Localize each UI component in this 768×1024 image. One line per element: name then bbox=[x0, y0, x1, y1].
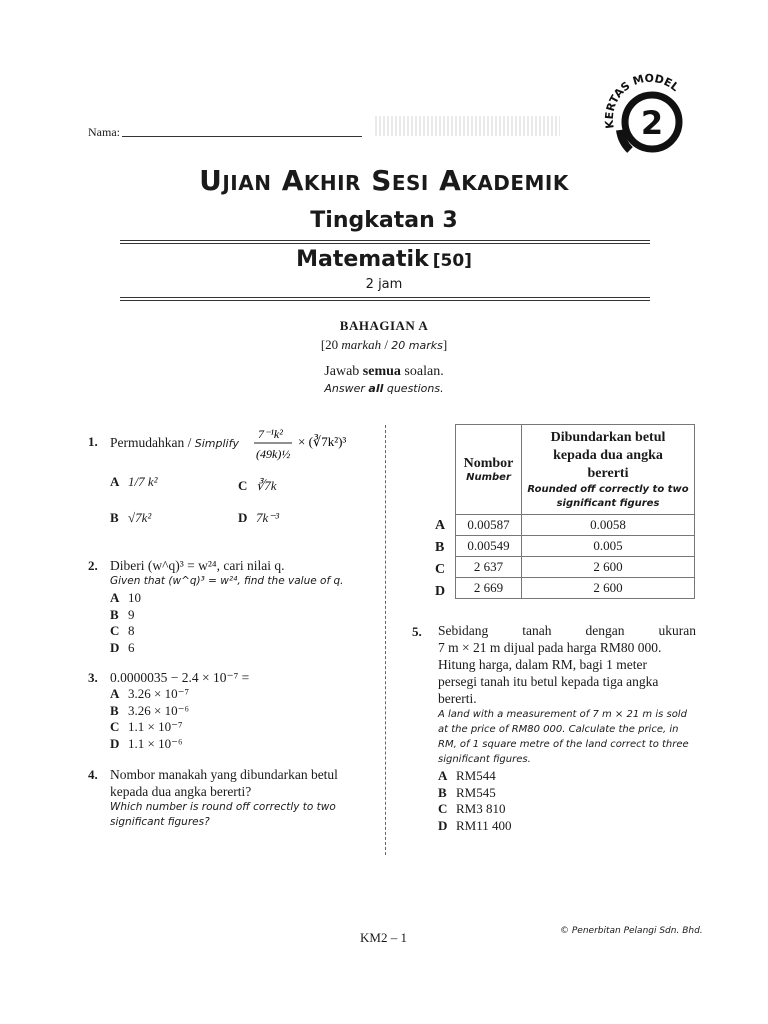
q2-option-c-letter: C bbox=[110, 623, 120, 638]
q1-number: 1. bbox=[88, 434, 98, 449]
table-cell-number: 0.00549 bbox=[456, 536, 522, 557]
q5-options bbox=[438, 768, 512, 834]
q3-option-c[interactable] bbox=[110, 719, 189, 736]
q1-option-b-letter: B bbox=[110, 510, 119, 525]
q3-number: 3. bbox=[88, 670, 98, 685]
table-cell-rounded: 2 600 bbox=[522, 557, 695, 578]
q2-option-b-value: 9 bbox=[128, 606, 135, 622]
q5-option-c-value: RM3 810 bbox=[456, 801, 506, 816]
q1-option-c-letter: C bbox=[238, 478, 248, 493]
q1-option-b-value: √7k² bbox=[128, 510, 152, 525]
q5-text-line3: Hitung harga, dalam RM, bagi 1 meter bbox=[438, 657, 647, 672]
q4-text-en-line2: significant figures? bbox=[110, 816, 210, 828]
q1-text-en: Simplify bbox=[194, 437, 239, 450]
q2-option-b-letter: B bbox=[110, 606, 119, 622]
name-input-line bbox=[122, 136, 362, 137]
subject-code: [50] bbox=[432, 251, 472, 271]
q3-option-d[interactable] bbox=[110, 736, 189, 753]
q5-option-a[interactable] bbox=[438, 768, 512, 785]
col2-ms-line3: bererti bbox=[587, 465, 629, 481]
subject-name: Matematik bbox=[296, 247, 429, 272]
table-cell-number: 2 637 bbox=[456, 557, 522, 578]
scan-artifact bbox=[375, 116, 560, 136]
q5-option-a-value: RM544 bbox=[456, 768, 496, 783]
q5-option-a-letter: A bbox=[438, 768, 448, 783]
q1-option-c[interactable] bbox=[238, 478, 277, 495]
instr-ms-post: soalan. bbox=[400, 364, 444, 379]
q3-option-a-letter: A bbox=[110, 686, 120, 701]
divider-rule bbox=[120, 240, 650, 241]
table-cell-number: 0.00587 bbox=[456, 515, 522, 536]
q2-option-d[interactable] bbox=[110, 640, 141, 657]
page-code: KM2 – 1 bbox=[360, 930, 407, 945]
q1-option-a-letter: A bbox=[110, 474, 120, 489]
divider-rule bbox=[120, 297, 650, 298]
instr-ms-pre: Jawab bbox=[324, 364, 363, 379]
q5-text-line5: bererti. bbox=[438, 691, 477, 706]
q5-option-d[interactable] bbox=[438, 818, 512, 835]
q4-number: 4. bbox=[88, 767, 98, 782]
section-title: BAHAGIAN A bbox=[339, 318, 429, 333]
badge-number: 2 bbox=[640, 104, 664, 142]
q2-option-a-letter: A bbox=[110, 590, 120, 605]
q5-text-line4: persegi tanah itu betul kepada tiga angka bbox=[438, 674, 659, 689]
badge-label: KERTAS MODEL bbox=[602, 71, 682, 130]
q5-option-d-letter: D bbox=[438, 817, 448, 833]
q5-text-en-line2: at the price of RM80 000. Calculate the price, in bbox=[438, 724, 679, 735]
q5-text-en-line1: A land with a measurement of 7 m × 21 m is sold bbox=[438, 709, 687, 720]
table-row[interactable] bbox=[456, 578, 695, 599]
q4-text-line2: kepada dua angka bererti? bbox=[110, 784, 252, 799]
table-cell-rounded: 0.0058 bbox=[522, 515, 695, 536]
q5-option-b-letter: B bbox=[438, 784, 447, 800]
divider-rule bbox=[120, 243, 650, 244]
q4-row-letter-d: D bbox=[435, 584, 446, 599]
q5-option-b-value: RM545 bbox=[456, 784, 496, 800]
q3-option-c-letter: C bbox=[110, 719, 120, 734]
q5-option-c[interactable] bbox=[438, 801, 512, 818]
q5-text-line2: 7 m × 21 m dijual pada harga RM80 000. bbox=[438, 640, 662, 655]
q1-option-a[interactable] bbox=[110, 474, 158, 491]
marks-sep: / bbox=[381, 337, 392, 352]
col1-ms: Nombor bbox=[463, 456, 514, 471]
q5-option-d-value: RM11 400 bbox=[456, 817, 512, 833]
table-cell-rounded: 2 600 bbox=[522, 578, 695, 599]
q2-option-a-value: 10 bbox=[128, 590, 141, 605]
q3-option-c-value: 1.1 × 10⁻⁷ bbox=[128, 719, 183, 734]
q2-option-d-letter: D bbox=[110, 639, 120, 655]
q1-option-c-value: ∛7k bbox=[256, 478, 277, 493]
q4-row-letter-c: C bbox=[435, 562, 446, 577]
q3-option-d-value: 1.1 × 10⁻⁶ bbox=[128, 735, 183, 751]
q3-option-b-letter: B bbox=[110, 702, 119, 718]
q2-option-c-value: 8 bbox=[128, 623, 135, 638]
q1-option-d[interactable] bbox=[238, 510, 279, 527]
q2-option-c[interactable] bbox=[110, 623, 141, 640]
exam-form-level: Tingkatan 3 bbox=[310, 208, 458, 233]
q3-option-b-value: 3.26 × 10⁻⁶ bbox=[128, 702, 189, 718]
section-marks bbox=[0, 337, 768, 353]
table-cell-rounded: 0.005 bbox=[522, 536, 695, 557]
q2-option-b[interactable] bbox=[110, 607, 141, 624]
q2-text-en: Given that (w^q)³ = w²⁴, find the value of q. bbox=[110, 575, 344, 587]
q1-expression bbox=[248, 422, 358, 468]
q4-row-letter-b: B bbox=[435, 540, 445, 555]
q3-option-b[interactable] bbox=[110, 703, 189, 720]
q2-number: 2. bbox=[88, 558, 98, 573]
q1-option-a-value: 1/7 k² bbox=[128, 474, 158, 489]
q5-option-b[interactable] bbox=[438, 785, 512, 802]
q4-text-line1: Nombor manakah yang dibundarkan betul bbox=[110, 767, 338, 782]
q1-option-d-letter: D bbox=[238, 510, 248, 525]
divider-rule bbox=[120, 300, 650, 301]
q3-option-d-letter: D bbox=[110, 735, 120, 751]
q4-answer-table bbox=[455, 424, 695, 599]
name-label: Nama: bbox=[88, 125, 120, 139]
table-row[interactable] bbox=[456, 536, 695, 557]
q1-text bbox=[110, 434, 239, 452]
q5-text bbox=[438, 622, 696, 767]
svg-text:× (∛7k²)³: × (∛7k²)³ bbox=[298, 434, 347, 449]
q3-options bbox=[110, 686, 189, 752]
q1-option-d-value: 7k⁻³ bbox=[256, 510, 280, 525]
q5-number: 5. bbox=[412, 624, 422, 639]
q2-text-ms: Diberi (w^q)³ = w²⁴, cari nilai q. bbox=[110, 558, 285, 573]
q2-option-a[interactable] bbox=[110, 590, 141, 607]
q5-option-c-letter: C bbox=[438, 801, 448, 816]
marks-en: 20 marks bbox=[391, 339, 443, 352]
table-header-rounded bbox=[522, 425, 695, 515]
table-row[interactable] bbox=[456, 515, 695, 536]
q4-text bbox=[110, 766, 378, 830]
col2-ms-line2: kepada dua angka bbox=[553, 447, 663, 463]
q5-text-en-line3: RM, of 1 square metre of the land correct to three bbox=[438, 739, 689, 750]
instruction-en bbox=[0, 382, 768, 395]
marks-prefix: [20 bbox=[320, 337, 342, 352]
marks-suffix: ] bbox=[442, 337, 448, 352]
instr-en-pre: Answer bbox=[324, 382, 369, 395]
copyright-notice: © Penerbitan Pelangi Sdn. Bhd. bbox=[560, 926, 703, 936]
table-cell-number: 2 669 bbox=[456, 578, 522, 599]
q3-option-a-value: 3.26 × 10⁻⁷ bbox=[128, 686, 189, 701]
table-header-number bbox=[456, 425, 522, 515]
q4-text-en-line1: Which number is round off correctly to two bbox=[110, 801, 336, 813]
column-divider bbox=[385, 425, 386, 855]
instruction-ms bbox=[0, 364, 768, 380]
exam-duration: 2 jam bbox=[365, 277, 403, 292]
svg-text:(49k)½: (49k)½ bbox=[256, 447, 291, 461]
table-header-row bbox=[456, 425, 695, 515]
instr-en-post: questions. bbox=[383, 382, 444, 395]
model-paper-badge bbox=[600, 70, 700, 170]
svg-text:7⁻¹k²: 7⁻¹k² bbox=[258, 427, 283, 441]
subject-title bbox=[0, 247, 768, 272]
q5-text-en-line4: significant figures. bbox=[438, 754, 531, 765]
instr-ms-bold: semua bbox=[362, 364, 401, 379]
col1-en: Number bbox=[466, 472, 511, 483]
exam-title: Ujian Akhir Sesi Akademik bbox=[199, 164, 569, 197]
q4-row-letter-a: A bbox=[435, 518, 446, 533]
q3-text: 0.0000035 − 2.4 × 10⁻⁷ = bbox=[110, 670, 250, 685]
q2-options bbox=[110, 590, 141, 656]
q1-text-ms: Permudahkan / bbox=[110, 435, 195, 450]
instr-en-bold: all bbox=[368, 382, 384, 395]
q5-text-line1: Sebidang tanah dengan ukuran bbox=[438, 623, 696, 638]
q3-option-a[interactable] bbox=[110, 686, 189, 703]
marks-ms: markah bbox=[341, 337, 382, 352]
table-row[interactable] bbox=[456, 557, 695, 578]
col2-ms-line1: Dibundarkan betul bbox=[550, 429, 666, 445]
col2-en-line1: Rounded off correctly to two bbox=[527, 483, 689, 495]
q2-option-d-value: 6 bbox=[128, 639, 135, 655]
col2-en-line2: significant figures bbox=[556, 497, 660, 509]
q1-option-b[interactable] bbox=[110, 510, 151, 527]
